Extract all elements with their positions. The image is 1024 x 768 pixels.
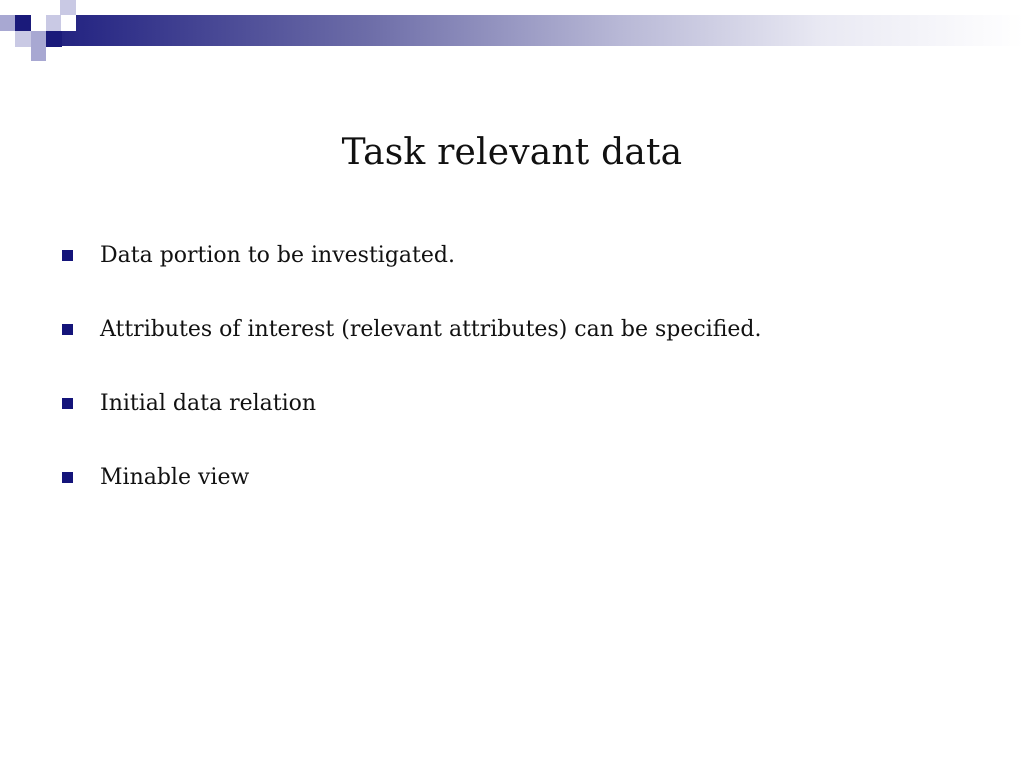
bullet-text: Minable view <box>100 465 250 490</box>
decor-square <box>46 15 62 31</box>
decor-square <box>31 46 46 61</box>
slide-title: Task relevant data <box>341 132 683 174</box>
decor-square <box>0 0 16 16</box>
bullet-item <box>62 388 762 462</box>
decor-square <box>46 31 62 47</box>
square-bullet-icon <box>62 324 73 335</box>
decor-square <box>16 0 32 16</box>
bullet-list <box>62 240 762 536</box>
square-bullet-icon <box>62 250 73 261</box>
decor-square <box>32 0 48 16</box>
square-bullet-icon <box>62 472 73 483</box>
decor-square <box>31 31 47 47</box>
decor-square <box>15 15 31 31</box>
bullet-item <box>62 462 762 536</box>
header-gradient-band <box>15 15 1024 46</box>
decor-square <box>0 31 16 47</box>
decor-square <box>61 15 76 31</box>
bullet-text: Attributes of interest (relevant attributes) can be specified. <box>100 317 762 342</box>
square-bullet-icon <box>62 398 73 409</box>
bullet-text: Initial data relation <box>100 391 317 416</box>
decor-square <box>60 0 76 15</box>
bullet-text: Data portion to be investigated. <box>100 243 455 268</box>
decor-square <box>31 15 47 31</box>
decor-square <box>0 15 16 31</box>
decor-square <box>15 31 31 47</box>
bullet-item <box>62 240 762 314</box>
bullet-item <box>62 314 762 388</box>
